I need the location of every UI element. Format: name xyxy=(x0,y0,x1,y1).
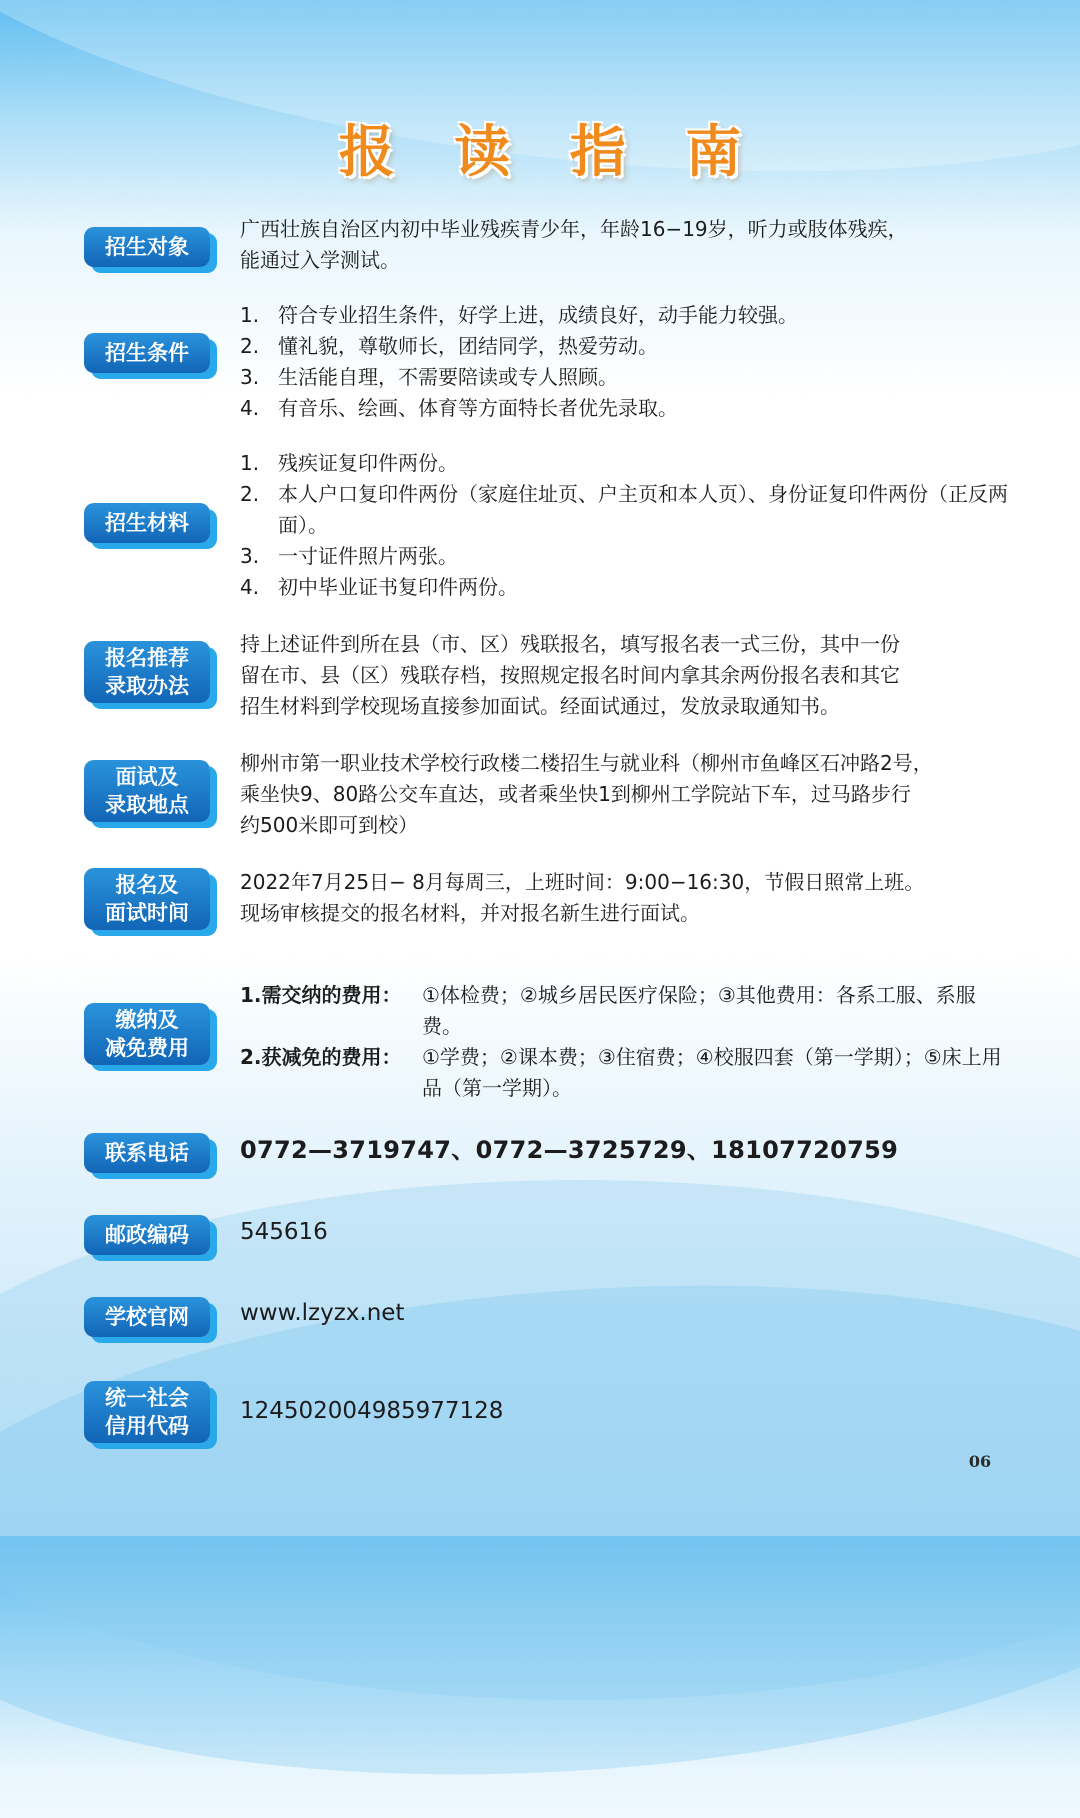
credit-code-value: 12450200498597712​8 xyxy=(240,1398,504,1424)
section-content: 柳州市第一职业技术学校行政楼二楼招生与就业科（柳州市鱼峰区石冲路2号， 乘坐快9、80路公交车直达，或者乘坐快1到柳州工学院站下车，过马路步行 约500米即可到校） xyxy=(240,751,933,837)
section-label: 联系电话 xyxy=(84,1133,210,1173)
section-label: 学校官网 xyxy=(84,1297,210,1337)
section-label: 招生材料 xyxy=(84,503,210,543)
section-label: 招生条件 xyxy=(84,333,210,373)
list-item: 4. 有音乐、绘画、体育等方面特长者优先录取。 xyxy=(240,396,678,420)
section-content: 广西壮族自治区内初中毕业残疾青少年，年龄16−19岁，听力或肢体残疾， 能通过入学测试。 xyxy=(240,217,908,272)
section-label: 报名推荐 录取办法 xyxy=(84,641,210,703)
section-label: 报名及 面试时间 xyxy=(84,868,210,930)
list-item: 1. 符合专业招生条件，好学上进，成绩良好，动手能力较强。 xyxy=(240,303,798,327)
list-item: 1. 残疾证复印件两份。 xyxy=(240,451,458,475)
list-item: 3. 一寸证件照片两张。 xyxy=(240,544,458,568)
section-label: 面试及 录取地点 xyxy=(84,760,210,822)
list-item: 2. 懂礼貌，尊敬师长，团结同学，热爱劳动。 xyxy=(240,334,658,358)
website-link[interactable]: www.lzyzx.net xyxy=(240,1300,405,1326)
page-number: 06 xyxy=(968,1452,992,1471)
list-item: 3. 生活能自理，不需要陪读或专人照顾。 xyxy=(240,365,618,389)
section-content: 持上述证件到所在县（市、区）残联报名，填写报名表一式三份，其中一份 留在市、县（区）残联存档，按照规定报名时间内拿其余两份报名表和其它 招生材料到学校现场直接参加面试。经面试通过，发放录取通知书。 xyxy=(240,632,900,718)
section-content xyxy=(240,980,1010,1104)
fee-row: 2.获减免的费用： ①学费；②课本费；③住宿费；④校服四套（第一学期）；⑤床上用品（第一学期）。 xyxy=(240,1045,1002,1100)
section-label: 招生对象 xyxy=(84,227,210,267)
section-label: 缴纳及 减免费用 xyxy=(84,1003,210,1065)
section-content xyxy=(240,448,1010,603)
fee-row: 1.需交纳的费用： ①体检费；②城乡居民医疗保险；③其他费用：各系工服、系服费。 xyxy=(240,983,976,1038)
postcode-value: 545616 xyxy=(240,1219,328,1245)
section-label: 统一社会 信用代码 xyxy=(84,1381,210,1443)
section-content: 2022年7月25日− 8月每周三，上班时间：9:00−16:30，节假日照常上班。 现场审核提交的报名材料，并对报名新生进行面试。 xyxy=(240,870,925,925)
list-item: 2. 本人户口复印件两份（家庭住址页、户主页和本人页）、身份证复印件两份（正反两面）。 xyxy=(240,482,1008,537)
page-title: 报 读 指 南 xyxy=(338,120,762,185)
section-content xyxy=(240,300,1010,424)
phone-value: 0772—3719747、0772—3725729、18107720759 xyxy=(240,1136,899,1164)
list-item: 4. 初中毕业证书复印件两份。 xyxy=(240,575,518,599)
section-label: 邮政编码 xyxy=(84,1215,210,1255)
